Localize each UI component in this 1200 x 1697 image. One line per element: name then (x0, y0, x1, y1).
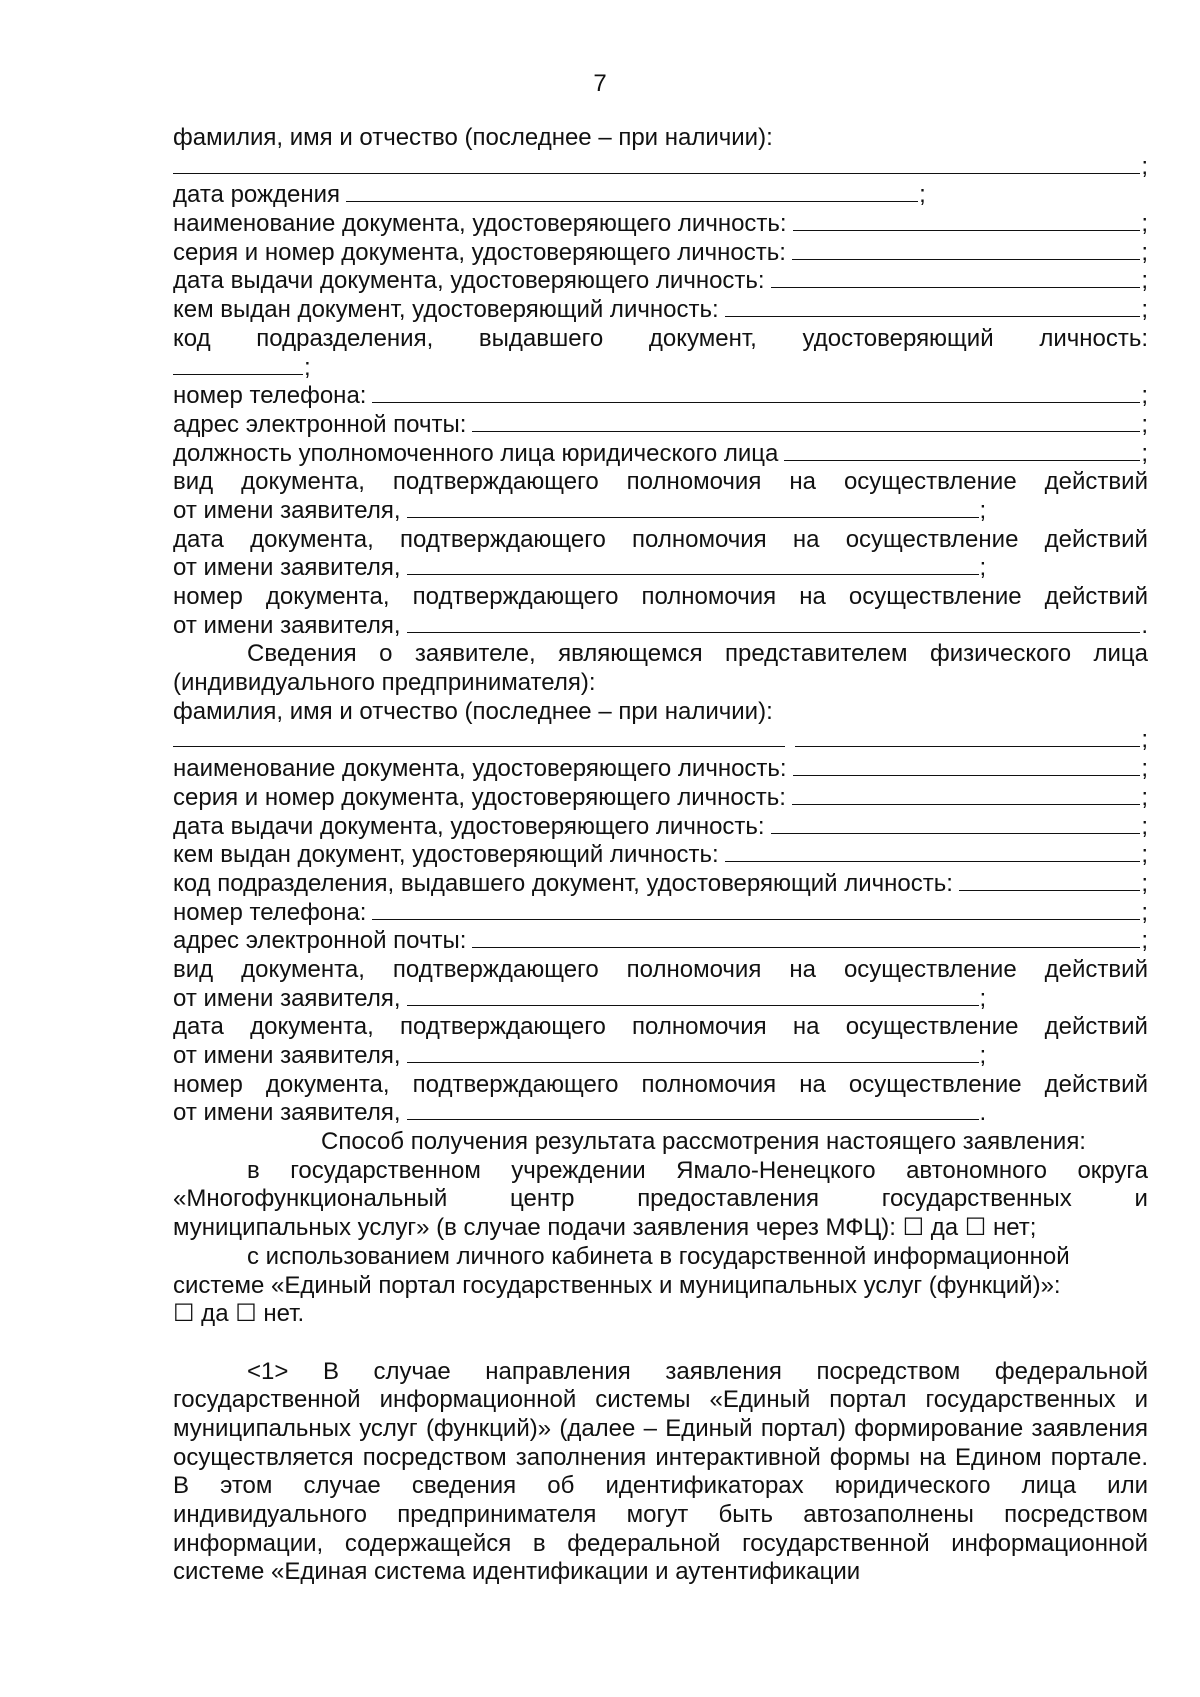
word: учреждении (511, 1156, 646, 1184)
on-behalf-label: от имени заявителя, (173, 554, 401, 582)
semicolon: ; (1141, 927, 1148, 955)
fio-field-row (173, 153, 1148, 182)
rep-unit-code-field[interactable] (959, 870, 1140, 891)
rep-authority-kind-line (173, 956, 1148, 985)
semicolon: ; (979, 496, 987, 524)
rep-fio-field-a[interactable] (173, 726, 785, 747)
doc-date-row (173, 267, 1148, 296)
semicolon: ; (1141, 210, 1148, 238)
word: подтверждающего (400, 525, 606, 553)
rep-doc-issuer-label: кем выдан документ, удостоверяющий личность: (173, 841, 719, 869)
authority-kind-field[interactable] (407, 497, 979, 518)
spacer (173, 1329, 1148, 1358)
word: полномочия (632, 1013, 767, 1041)
mfc-line-3 (173, 1214, 1148, 1243)
word: подтверждающего (412, 583, 619, 610)
rep-phone-row (173, 899, 1148, 928)
rep-authority-kind-field-row (173, 985, 1148, 1014)
word: полномочия (632, 525, 767, 553)
rep-doc-name-label: наименование документа, удостоверяющего личность: (173, 755, 787, 783)
unit-code-field[interactable] (173, 354, 303, 375)
rep-authority-kind-field[interactable] (407, 985, 979, 1006)
rep-doc-issuer-row (173, 841, 1148, 870)
word: документа, (241, 468, 365, 496)
word: личность: (1039, 324, 1148, 352)
word: действий (1044, 525, 1148, 553)
rep-unit-code-row (173, 870, 1148, 899)
phone-field[interactable] (372, 382, 1140, 403)
word: номер (173, 1070, 243, 1098)
word: вид (173, 955, 214, 983)
semicolon: ; (1141, 812, 1148, 840)
authority-date-field-row (173, 554, 1148, 583)
authority-number-line (173, 583, 1148, 612)
word: государственном (290, 1156, 481, 1184)
rep-doc-name-field[interactable] (793, 755, 1141, 776)
authority-number-field-row (173, 612, 1148, 641)
semicolon: ; (1141, 755, 1148, 783)
semicolon: ; (1141, 410, 1148, 438)
word: полномочия (626, 468, 762, 496)
semicolon: ; (304, 353, 311, 381)
unit-code-line (173, 325, 1148, 354)
birth-row (173, 181, 1148, 210)
period: . (1141, 611, 1148, 639)
phone-row (173, 382, 1148, 411)
rep-doc-series-row (173, 784, 1148, 813)
rep-doc-issuer-field[interactable] (725, 841, 1141, 862)
word: на (792, 525, 820, 553)
word: подразделения, (256, 324, 434, 352)
word: центр (510, 1185, 575, 1213)
phone-label: номер телефона: (173, 382, 367, 410)
word: действий (1044, 583, 1148, 610)
delivery-heading-row (173, 1128, 1148, 1157)
word: полномочия (641, 583, 777, 610)
doc-name-field[interactable] (793, 210, 1141, 231)
rep-email-field[interactable] (472, 927, 1140, 948)
semicolon: ; (1141, 869, 1148, 897)
word: дата (173, 525, 224, 553)
word: осуществление (843, 955, 1017, 983)
portal-option[interactable]: ☐ да ☐ нет. (173, 1300, 305, 1328)
semicolon: ; (1141, 382, 1148, 410)
unit-code-field-row (173, 354, 1148, 383)
word: на (789, 468, 816, 496)
semicolon: ; (1141, 296, 1148, 324)
doc-issuer-field[interactable] (725, 296, 1141, 317)
on-behalf-label: от имени заявителя, (173, 611, 401, 639)
mfc-line-2 (173, 1185, 1148, 1214)
portal-text-2: системе «Единый портал государственных и муниципальных услуг (функций)»: (173, 1271, 1061, 1299)
birth-field[interactable] (346, 181, 918, 202)
authority-kind-line (173, 468, 1148, 497)
rep-unit-code-label: код подразделения, выдавшего документ, удостоверяющий личность: (173, 869, 953, 897)
word: «Многофункциональный (173, 1185, 448, 1213)
semicolon: ; (1141, 238, 1148, 266)
footnote: <1> В случае направления заявления посредством федеральной государственной информационной системы «Единый портал государственных и муниципальных услуг (функций)» (далее – Единый портал) формирование заявления осуществляется посредством заполнения интерактивной формы на Едином портале. В этом случае сведения об идентификаторах юридического лица или индивидуального предпринимателя могут быть автозаполнены посредством информации, содержащейся в федеральной государственной информационной системе «Единая система идентификации и аутентификации (173, 1357, 1148, 1586)
page-number: 7 (593, 70, 607, 97)
mfc-line-1 (173, 1157, 1148, 1186)
email-row (173, 411, 1148, 440)
on-behalf-label: от имени заявителя, (173, 1042, 401, 1069)
doc-issuer-row (173, 296, 1148, 325)
word: документа, (250, 1013, 374, 1041)
word: полномочия (626, 955, 762, 983)
semicolon: ; (979, 1042, 987, 1069)
rep-doc-date-field[interactable] (771, 813, 1141, 834)
fio-label: фамилия, имя и отчество (последнее – при наличии): (173, 124, 773, 151)
word: номер (173, 583, 243, 610)
semicolon: ; (979, 984, 987, 1012)
rep-authority-number-field-row (173, 1099, 1148, 1128)
word: государственных (881, 1185, 1072, 1213)
word: Ямало-Ненецкого (676, 1156, 876, 1184)
rep-email-row (173, 927, 1148, 956)
doc-series-label: серия и номер документа, удостоверяющего личность: (173, 238, 786, 266)
word: подтверждающего (400, 1013, 606, 1041)
rep-authority-number-field[interactable] (407, 1099, 979, 1120)
semicolon: ; (979, 554, 987, 582)
representative-heading-2 (173, 669, 1148, 698)
word: осуществление (843, 468, 1017, 496)
email-label: адрес электронной почты: (173, 410, 467, 438)
portal-line-3 (173, 1300, 1148, 1329)
word: выдавшего (478, 324, 604, 352)
word: дата (173, 1013, 224, 1041)
doc-series-field[interactable] (792, 239, 1140, 260)
word: осуществление (848, 583, 1022, 610)
word: действий (1044, 955, 1148, 983)
delivery-heading: Способ получения результата рассмотрения настоящего заявления: (321, 1128, 1086, 1156)
semicolon: ; (1141, 898, 1148, 926)
word: полномочия (641, 1070, 777, 1098)
on-behalf-label: от имени заявителя, (173, 984, 401, 1012)
semicolon: ; (1141, 267, 1148, 295)
fio-label-row (173, 124, 1148, 153)
word: документа, (250, 525, 374, 553)
birth-label: дата рождения (173, 181, 341, 209)
doc-name-row (173, 210, 1148, 239)
rep-fio-label-row (173, 698, 1148, 727)
rep-authority-number-line (173, 1071, 1148, 1100)
word: автономного (906, 1156, 1047, 1184)
rep-email-label: адрес электронной почты: (173, 927, 467, 955)
rep-doc-date-row (173, 813, 1148, 842)
word: действий (1044, 468, 1148, 496)
rep-authority-date-line (173, 1013, 1148, 1042)
representative-heading: Сведения о заявителе, являющемся представителем физического лица (247, 640, 1148, 668)
word: документа, (265, 1070, 390, 1098)
doc-series-row (173, 239, 1148, 268)
rep-fio-label: фамилия, имя и отчество (последнее – при наличии): (173, 697, 773, 725)
word: действий (1044, 1013, 1148, 1041)
word: действий (1044, 1070, 1148, 1098)
word: в (247, 1156, 260, 1184)
semicolon: ; (1141, 726, 1148, 754)
rep-authority-date-field-row (173, 1042, 1148, 1071)
rep-doc-series-label: серия и номер документа, удостоверяющего личность: (173, 783, 786, 811)
position-label: должность уполномоченного лица юридического лица (173, 439, 779, 467)
on-behalf-label: от имени заявителя, (173, 1099, 401, 1127)
doc-name-label: наименование документа, удостоверяющего личность: (173, 210, 787, 238)
word: на (792, 1013, 820, 1041)
email-field[interactable] (472, 411, 1140, 432)
semicolon: ; (919, 181, 926, 209)
doc-issuer-label: кем выдан документ, удостоверяющий личность: (173, 296, 719, 324)
word: вид (173, 468, 214, 496)
semicolon: ; (1141, 841, 1148, 869)
mfc-option[interactable]: муниципальных услуг» (в случае подачи заявления через МФЦ): ☐ да ☐ нет; (173, 1214, 1037, 1242)
period: . (979, 1099, 987, 1127)
word: удостоверяющий (802, 324, 994, 352)
representative-heading-line2: (индивидуального предпринимателя): (173, 669, 596, 697)
word: осуществление (845, 525, 1019, 553)
portal-line-2 (173, 1272, 1148, 1301)
document-body (173, 124, 1148, 1587)
fio-field[interactable] (173, 153, 1140, 174)
portal-line-1 (173, 1243, 1148, 1272)
authority-date-line (173, 526, 1148, 555)
word: округа (1077, 1156, 1148, 1184)
word: на (789, 955, 816, 983)
rep-doc-name-row (173, 755, 1148, 784)
authority-date-field[interactable] (407, 554, 979, 575)
doc-date-label: дата выдачи документа, удостоверяющего личность: (173, 267, 765, 295)
rep-phone-field[interactable] (372, 899, 1140, 920)
word: код (173, 324, 211, 352)
word: на (799, 583, 826, 610)
word: подтверждающего (392, 955, 599, 983)
semicolon: ; (1141, 439, 1148, 467)
semicolon: ; (1141, 152, 1148, 180)
word: предоставления (637, 1185, 819, 1213)
rep-fio-field-b[interactable] (795, 726, 1140, 747)
rep-doc-date-label: дата выдачи документа, удостоверяющего личность: (173, 812, 765, 840)
position-row (173, 440, 1148, 469)
word: документ, (648, 324, 757, 352)
authority-kind-field-row (173, 497, 1148, 526)
position-field[interactable] (784, 440, 1140, 461)
word: подтверждающего (392, 468, 599, 496)
authority-number-field[interactable] (407, 612, 1141, 633)
word: осуществление (848, 1070, 1022, 1098)
word: документа, (241, 955, 365, 983)
on-behalf-label: от имени заявителя, (173, 496, 401, 524)
doc-date-field[interactable] (771, 267, 1141, 288)
rep-phone-label: номер телефона: (173, 898, 367, 926)
word: подтверждающего (412, 1070, 619, 1098)
word: на (799, 1070, 826, 1098)
word: осуществление (845, 1013, 1019, 1041)
portal-text-1: с использованием личного кабинета в государственной информационной (247, 1242, 1070, 1270)
semicolon: ; (1141, 783, 1148, 811)
word: документа, (265, 583, 390, 610)
rep-authority-date-field[interactable] (407, 1042, 979, 1063)
rep-doc-series-field[interactable] (792, 784, 1140, 805)
rep-fio-field-row (173, 726, 1148, 755)
word: и (1134, 1185, 1148, 1213)
